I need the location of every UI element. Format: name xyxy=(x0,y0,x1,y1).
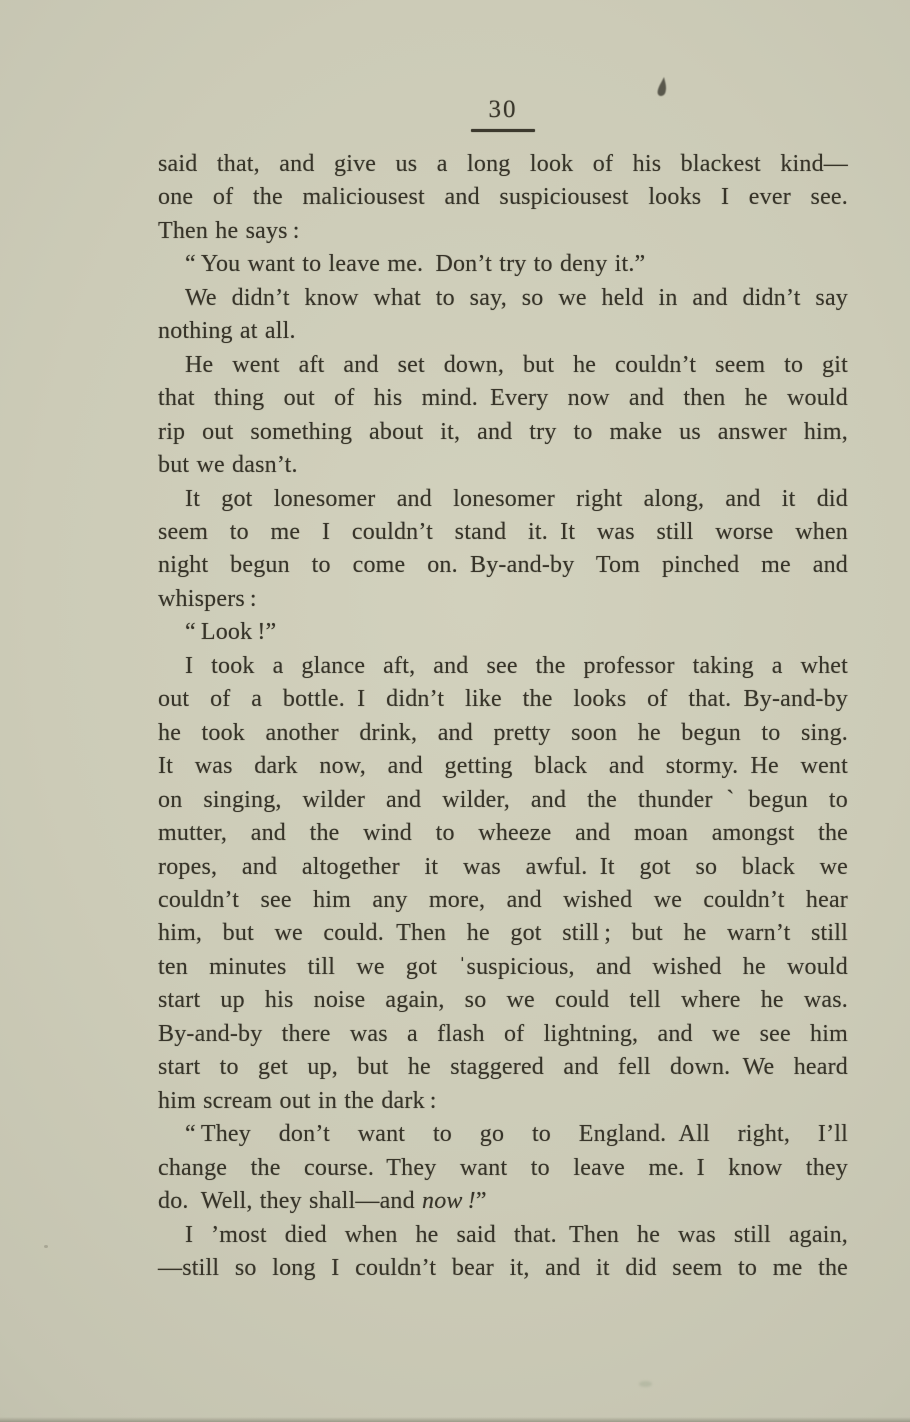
text-line: one of the maliciousest and suspiciousest looks I ever see. xyxy=(158,184,848,211)
text-line: said that, and give us a long look of his blackest kind— xyxy=(158,151,848,177)
paper-speck-dot xyxy=(44,1245,48,1248)
paragraph xyxy=(158,616,848,649)
text-line: that thing out of his mind. Every now and then he would xyxy=(158,385,848,412)
paragraph xyxy=(158,650,848,1118)
text-line: —still so long I couldn’t bear it, and it did seem to me the xyxy=(158,1254,848,1281)
text-line: Then he says : xyxy=(158,217,300,244)
text-line: mutter, and the wind to wheeze and moan amongst the xyxy=(158,820,848,847)
text-line: nothing at all. xyxy=(158,318,296,345)
text-line: ten minutes till we got ˈsuspicious, and wished he would xyxy=(158,953,848,980)
text-line: couldn’t see him any more, and wished we couldn’t hear xyxy=(158,886,848,913)
text-line: “ You want to leave me. Don’t try to deny it.” xyxy=(185,251,646,278)
text-line: I took a glance aft, and see the professor taking a whet xyxy=(185,652,848,679)
text-segment: ” xyxy=(475,1188,487,1215)
italic-text: now ! xyxy=(422,1188,476,1215)
text-line: rip out something about it, and try to make us answer him, xyxy=(158,418,848,445)
text-line: “ Look !” xyxy=(185,619,277,646)
text-line xyxy=(158,1185,848,1218)
paragraph xyxy=(158,282,848,349)
paragraph xyxy=(158,1118,848,1218)
text-line: start to get up, but he staggered and fell down. We heard xyxy=(158,1054,848,1081)
text-line: but we dasn’t. xyxy=(158,452,298,479)
text-line: him scream out in the dark : xyxy=(158,1087,437,1114)
page-header xyxy=(158,96,848,132)
paragraph xyxy=(158,349,848,483)
text-line: him, but we could. Then he got still ; but he warn’t still xyxy=(158,920,848,947)
text-line: night begun to come on. By-and-by Tom pinched me and xyxy=(158,552,848,579)
text-line: I ’most died when he said that. Then he was still again, xyxy=(185,1221,848,1248)
text-line: It got lonesomer and lonesomer right along, and it did xyxy=(185,485,848,512)
text-line: out of a bottle. I didn’t like the looks of that. By-and-by xyxy=(158,686,848,713)
text-line: he took another drink, and pretty soon he begun to sing. xyxy=(158,719,848,746)
page-text xyxy=(158,148,848,1285)
paper-speck-green xyxy=(639,1381,652,1387)
paragraph xyxy=(158,148,848,248)
paragraph xyxy=(158,483,848,617)
text-segment: do. Well, they shall—and xyxy=(158,1188,423,1215)
text-line: whispers : xyxy=(158,585,257,612)
text-line: He went aft and set down, but he couldn’t seem to git xyxy=(185,351,848,378)
paragraph xyxy=(158,1219,848,1286)
paragraph xyxy=(158,248,848,281)
text-line: seem to me I couldn’t stand it. It was still worse when xyxy=(158,518,848,545)
text-line: change the course. They want to leave me. I know they xyxy=(158,1154,848,1181)
page-number: 30 xyxy=(488,96,518,123)
page-number-rule xyxy=(471,129,535,132)
text-line: We didn’t know what to say, so we held in and didn’t say xyxy=(185,284,848,311)
text-line: “ They don’t want to go to England. All right, I’ll xyxy=(185,1121,848,1148)
text-line: on singing, wilder and wilder, and the thunderˋbegun to xyxy=(158,786,848,813)
text-line: By-and-by there was a flash of lightning, and we see him xyxy=(158,1020,848,1047)
text-line: It was dark now, and getting black and stormy. He went xyxy=(158,753,848,780)
text-line: start up his noise again, so we could tell where he was. xyxy=(158,987,848,1014)
text-line: ropes, and altogether it was awful. It got so black we xyxy=(158,853,848,880)
